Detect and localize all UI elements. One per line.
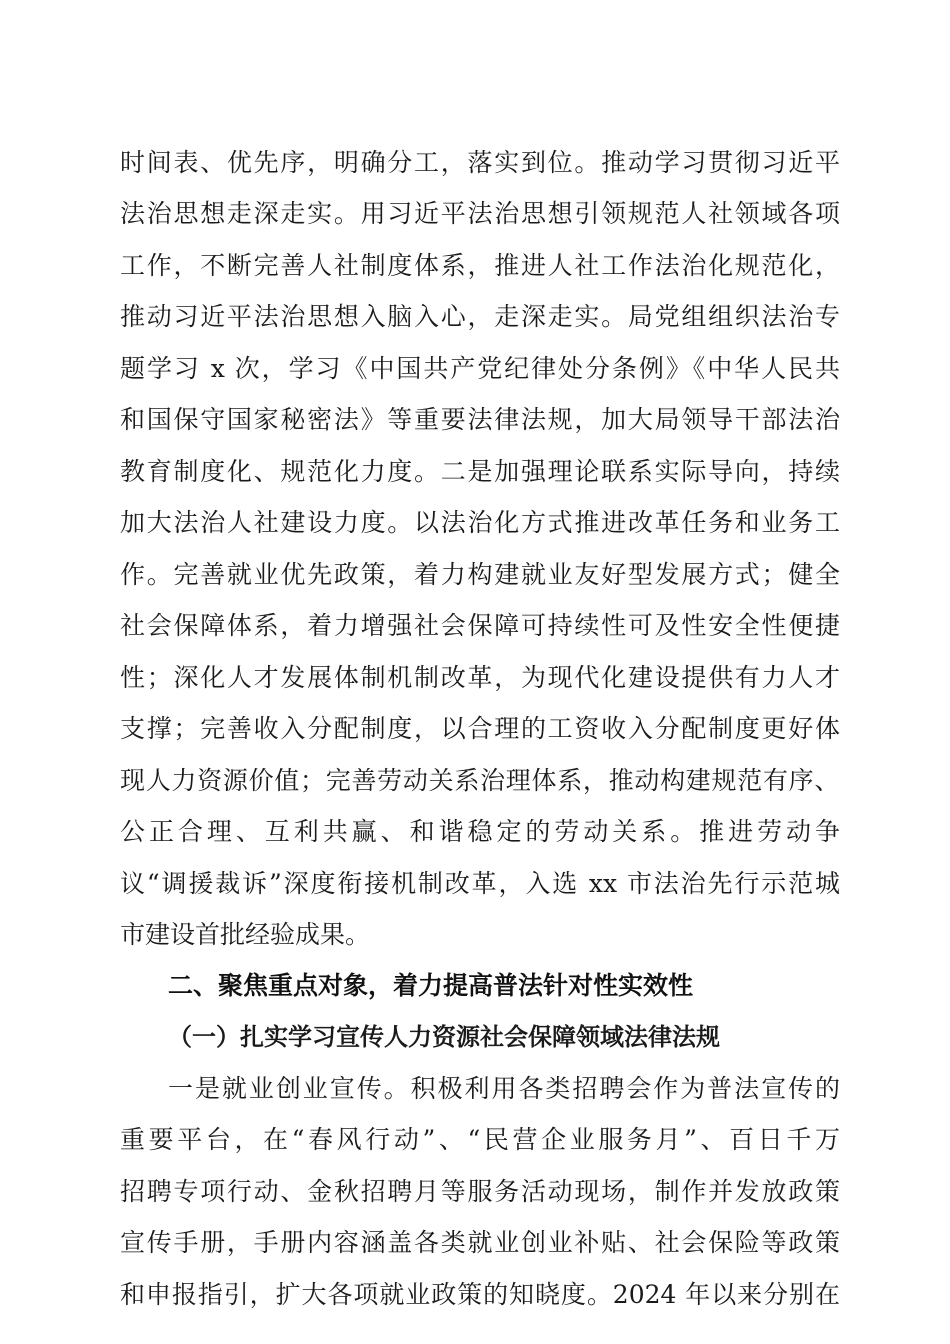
body-text-line: 议“调援裁诉”深度衔接机制改革，入选 xx 市法治先行示范城 [120,869,840,898]
body-text-line: 现人力资源价值；完善劳动关系治理体系，推动构建规范有序、 [120,766,840,795]
body-text-line: 招聘专项行动、金秋招聘月等服务活动现场，制作并发放政策 [120,1177,840,1206]
subsection-heading: （一）扎实学习宣传人力资源社会保障领域法律法规 [168,1022,720,1051]
body-text-line: 时间表、优先序，明确分工，落实到位。推动学习贯彻习近平 [120,148,840,177]
body-text-line: 和国保守国家秘密法》等重要法律法规，加大局领导干部法治 [120,405,840,434]
body-text-line: 加大法治人社建设力度。以法治化方式推进改革任务和业务工 [120,508,840,537]
body-text-line: 重要平台，在“春风行动”、“民营企业服务月”、百日千万 [120,1125,840,1154]
body-text-line: 工作，不断完善人社制度体系，推进人社工作法治化规范化， [120,251,840,280]
body-text-line: 法治思想走深走实。用习近平法治思想引领规范人社领域各项 [120,199,840,228]
body-text-line: 市建设首批经验成果。 [120,920,371,949]
body-text-line: 宣传手册，手册内容涵盖各类就业创业补贴、社会保险等政策 [120,1228,840,1257]
body-text-line: 题学习 x 次，学习《中国共产党纪律处分条例》《中华人民共 [120,354,840,383]
body-text-line: 性；深化人才发展体制机制改革，为现代化建设提供有力人才 [120,663,840,692]
body-text-line: 教育制度化、规范化力度。二是加强理论联系实际导向，持续 [120,457,840,486]
section-heading: 二、聚焦重点对象，着力提高普法针对性实效性 [168,971,694,1000]
body-text-line: 推动习近平法治思想入脑入心，走深走实。局党组组织法治专 [120,302,840,331]
body-text-line: 社会保障体系，着力增强社会保障可持续性可及性安全性便捷 [120,611,840,640]
body-text-line: 公正合理、互利共赢、和谐稳定的劳动关系。推进劳动争 [120,817,840,846]
body-text-line: 和申报指引，扩大各项就业政策的知晓度。2024 年以来分别在 [120,1280,840,1309]
body-text-line: 一是就业创业宣传。积极利用各类招聘会作为普法宣传的 [168,1074,840,1103]
body-text-line: 作。完善就业优先政策，着力构建就业友好型发展方式；健全 [120,560,840,589]
body-text-line: 支撑；完善收入分配制度，以合理的工资收入分配制度更好体 [120,714,840,743]
